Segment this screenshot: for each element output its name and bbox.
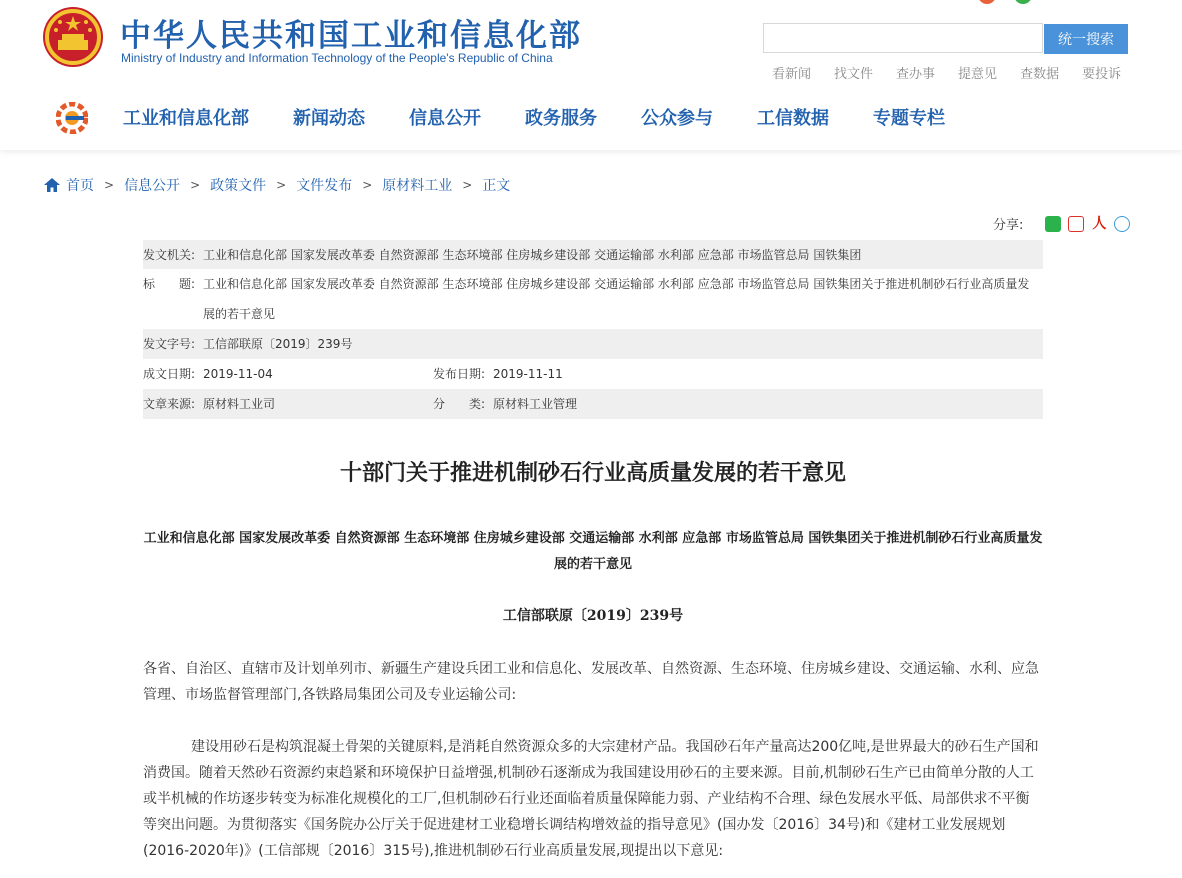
qq-icon[interactable] <box>1114 216 1130 232</box>
breadcrumb-materials[interactable]: 原材料工业 <box>382 178 453 194</box>
meta-title-label: 标 题: <box>143 277 196 291</box>
meta-row-source <box>143 389 1043 419</box>
meta-row-docno <box>143 329 1043 359</box>
breadcrumb-release[interactable]: 文件发布 <box>296 178 353 194</box>
breadcrumb-info[interactable]: 信息公开 <box>124 178 181 194</box>
breadcrumb-separator-icon: > <box>190 178 201 192</box>
quick-link-files[interactable]: 找文件 <box>834 66 874 81</box>
article-subtitle: 工业和信息化部 国家发展改革委 自然资源部 生态环境部 住房城乡建设部 交通运输部 水利部 应急部 市场监管总局 国铁集团关于推进机制砂石行业高质量发展的若干意见 <box>143 531 1043 572</box>
meta-row-title <box>143 269 1043 329</box>
search-button[interactable]: 统一搜索 <box>1044 24 1128 54</box>
share-bar <box>993 214 1137 233</box>
nav-item-news[interactable]: 新闻动态 <box>293 108 365 129</box>
quick-link-feedback[interactable]: 提意见 <box>958 66 998 81</box>
breadcrumb-separator-icon: > <box>276 178 287 192</box>
green-dot-icon <box>1014 0 1032 4</box>
quick-link-data[interactable]: 查数据 <box>1020 66 1060 81</box>
breadcrumb-separator-icon: > <box>104 178 115 192</box>
meta-row-dates <box>143 359 1043 389</box>
nav-item-miit[interactable]: 工业和信息化部 <box>123 108 249 129</box>
miit-logo-icon[interactable] <box>56 102 88 134</box>
wechat-icon[interactable] <box>1045 216 1061 232</box>
article-docno: 工信部联原〔2019〕239号 <box>502 608 684 624</box>
breadcrumb-separator-icon: > <box>362 178 373 192</box>
meta-published-label: 发布日期: <box>433 367 486 381</box>
nav-item-info[interactable]: 信息公开 <box>409 108 481 129</box>
quick-links <box>772 63 1144 82</box>
share-label: 分享: <box>993 218 1024 233</box>
search-input[interactable] <box>763 23 1043 53</box>
article-title: 十部门关于推进机制砂石行业高质量发展的若干意见 <box>339 461 846 486</box>
meta-published-value: 2019-11-11 <box>493 367 563 381</box>
main-nav <box>123 104 989 130</box>
site-title-en: Ministry of Industry and Information Technology of the People's Republic of China <box>121 51 553 65</box>
site-title[interactable]: 中华人民共和国工业和信息化部 <box>120 18 582 54</box>
national-emblem-icon <box>42 6 104 68</box>
article-paragraph: 建设用砂石是构筑混凝土骨架的关键原料,是消耗自然资源众多的大宗建材产品。我国砂石年产量高达200亿吨,是世界最大的砂石生产国和消费国。随着天然砂石资源约束趋紧和环境保护日益增强,机制砂石逐渐成为我国建设用砂石的主要来源。目前,机制砂石生产已由简单分散的人工或半机械的作坊逐步转变为标准化规模化的工厂,但机制砂石行业还面临着质量保障能力弱、产业结构不合理、绿色发展水平低、局部供求不平衡等突出问题。为贯彻落实《国务院办公厅关于促进建材工业稳增长调结构增效益的指导意见》(国办发〔2016〕34号)和《建材工业发展规划(2016-2020年)》(工信部规〔2016〕315号),推进机制砂石行业高质量发展,现提出以下意见: <box>143 739 1039 859</box>
meta-created-value: 2019-11-04 <box>203 367 273 381</box>
article-paragraph: 各省、自治区、直辖市及计划单列市、新疆生产建设兵团工业和信息化、发展改革、自然资源、生态环境、住房城乡建设、交通运输、水利、应急管理、市场监督管理部门,各铁路局集团公司及专业运输公司: <box>143 661 1039 703</box>
weibo-icon[interactable] <box>1068 216 1084 232</box>
meta-category-label: 分 类: <box>433 397 486 411</box>
meta-issuer-label: 发文机关: <box>143 248 196 262</box>
breadcrumb-policy[interactable]: 政策文件 <box>210 178 267 194</box>
red-dot-icon <box>978 0 996 4</box>
meta-title-value: 工业和信息化部 国家发展改革委 自然资源部 生态环境部 住房城乡建设部 交通运输部 水利部 应急部 市场监管总局 国铁集团关于推进机制砂石行业高质量发展的若干意见 <box>203 277 1030 321</box>
nav-item-data[interactable]: 工信数据 <box>757 108 829 129</box>
quick-link-news[interactable]: 看新闻 <box>772 66 812 81</box>
breadcrumb-current: 正文 <box>482 178 511 194</box>
nav-item-services[interactable]: 政务服务 <box>525 108 597 129</box>
meta-category-value: 原材料工业管理 <box>493 397 578 411</box>
site-header <box>0 0 1182 150</box>
breadcrumb-separator-icon: > <box>462 178 473 192</box>
meta-docno-value: 工信部联原〔2019〕239号 <box>203 337 353 351</box>
meta-issuer-value: 工业和信息化部 国家发展改革委 自然资源部 生态环境部 住房城乡建设部 交通运输部 水利部 应急部 市场监管总局 国铁集团 <box>203 248 862 262</box>
breadcrumb <box>44 175 510 195</box>
nav-item-topics[interactable]: 专题专栏 <box>873 108 945 129</box>
breadcrumb-home[interactable]: 首页 <box>66 178 94 194</box>
document-meta-table <box>143 240 1043 419</box>
meta-docno-label: 发文字号: <box>143 337 196 351</box>
quick-link-services[interactable]: 查办事 <box>896 66 936 81</box>
meta-source-value: 原材料工业司 <box>203 397 276 411</box>
meta-row-issuer <box>143 240 1043 269</box>
renren-icon[interactable]: 人 <box>1092 215 1107 232</box>
quick-link-complaint[interactable]: 要投诉 <box>1082 66 1122 81</box>
home-icon <box>44 178 60 192</box>
meta-source-label: 文章来源: <box>143 397 196 411</box>
nav-item-participation[interactable]: 公众参与 <box>641 108 713 129</box>
meta-created-label: 成文日期: <box>143 367 196 381</box>
